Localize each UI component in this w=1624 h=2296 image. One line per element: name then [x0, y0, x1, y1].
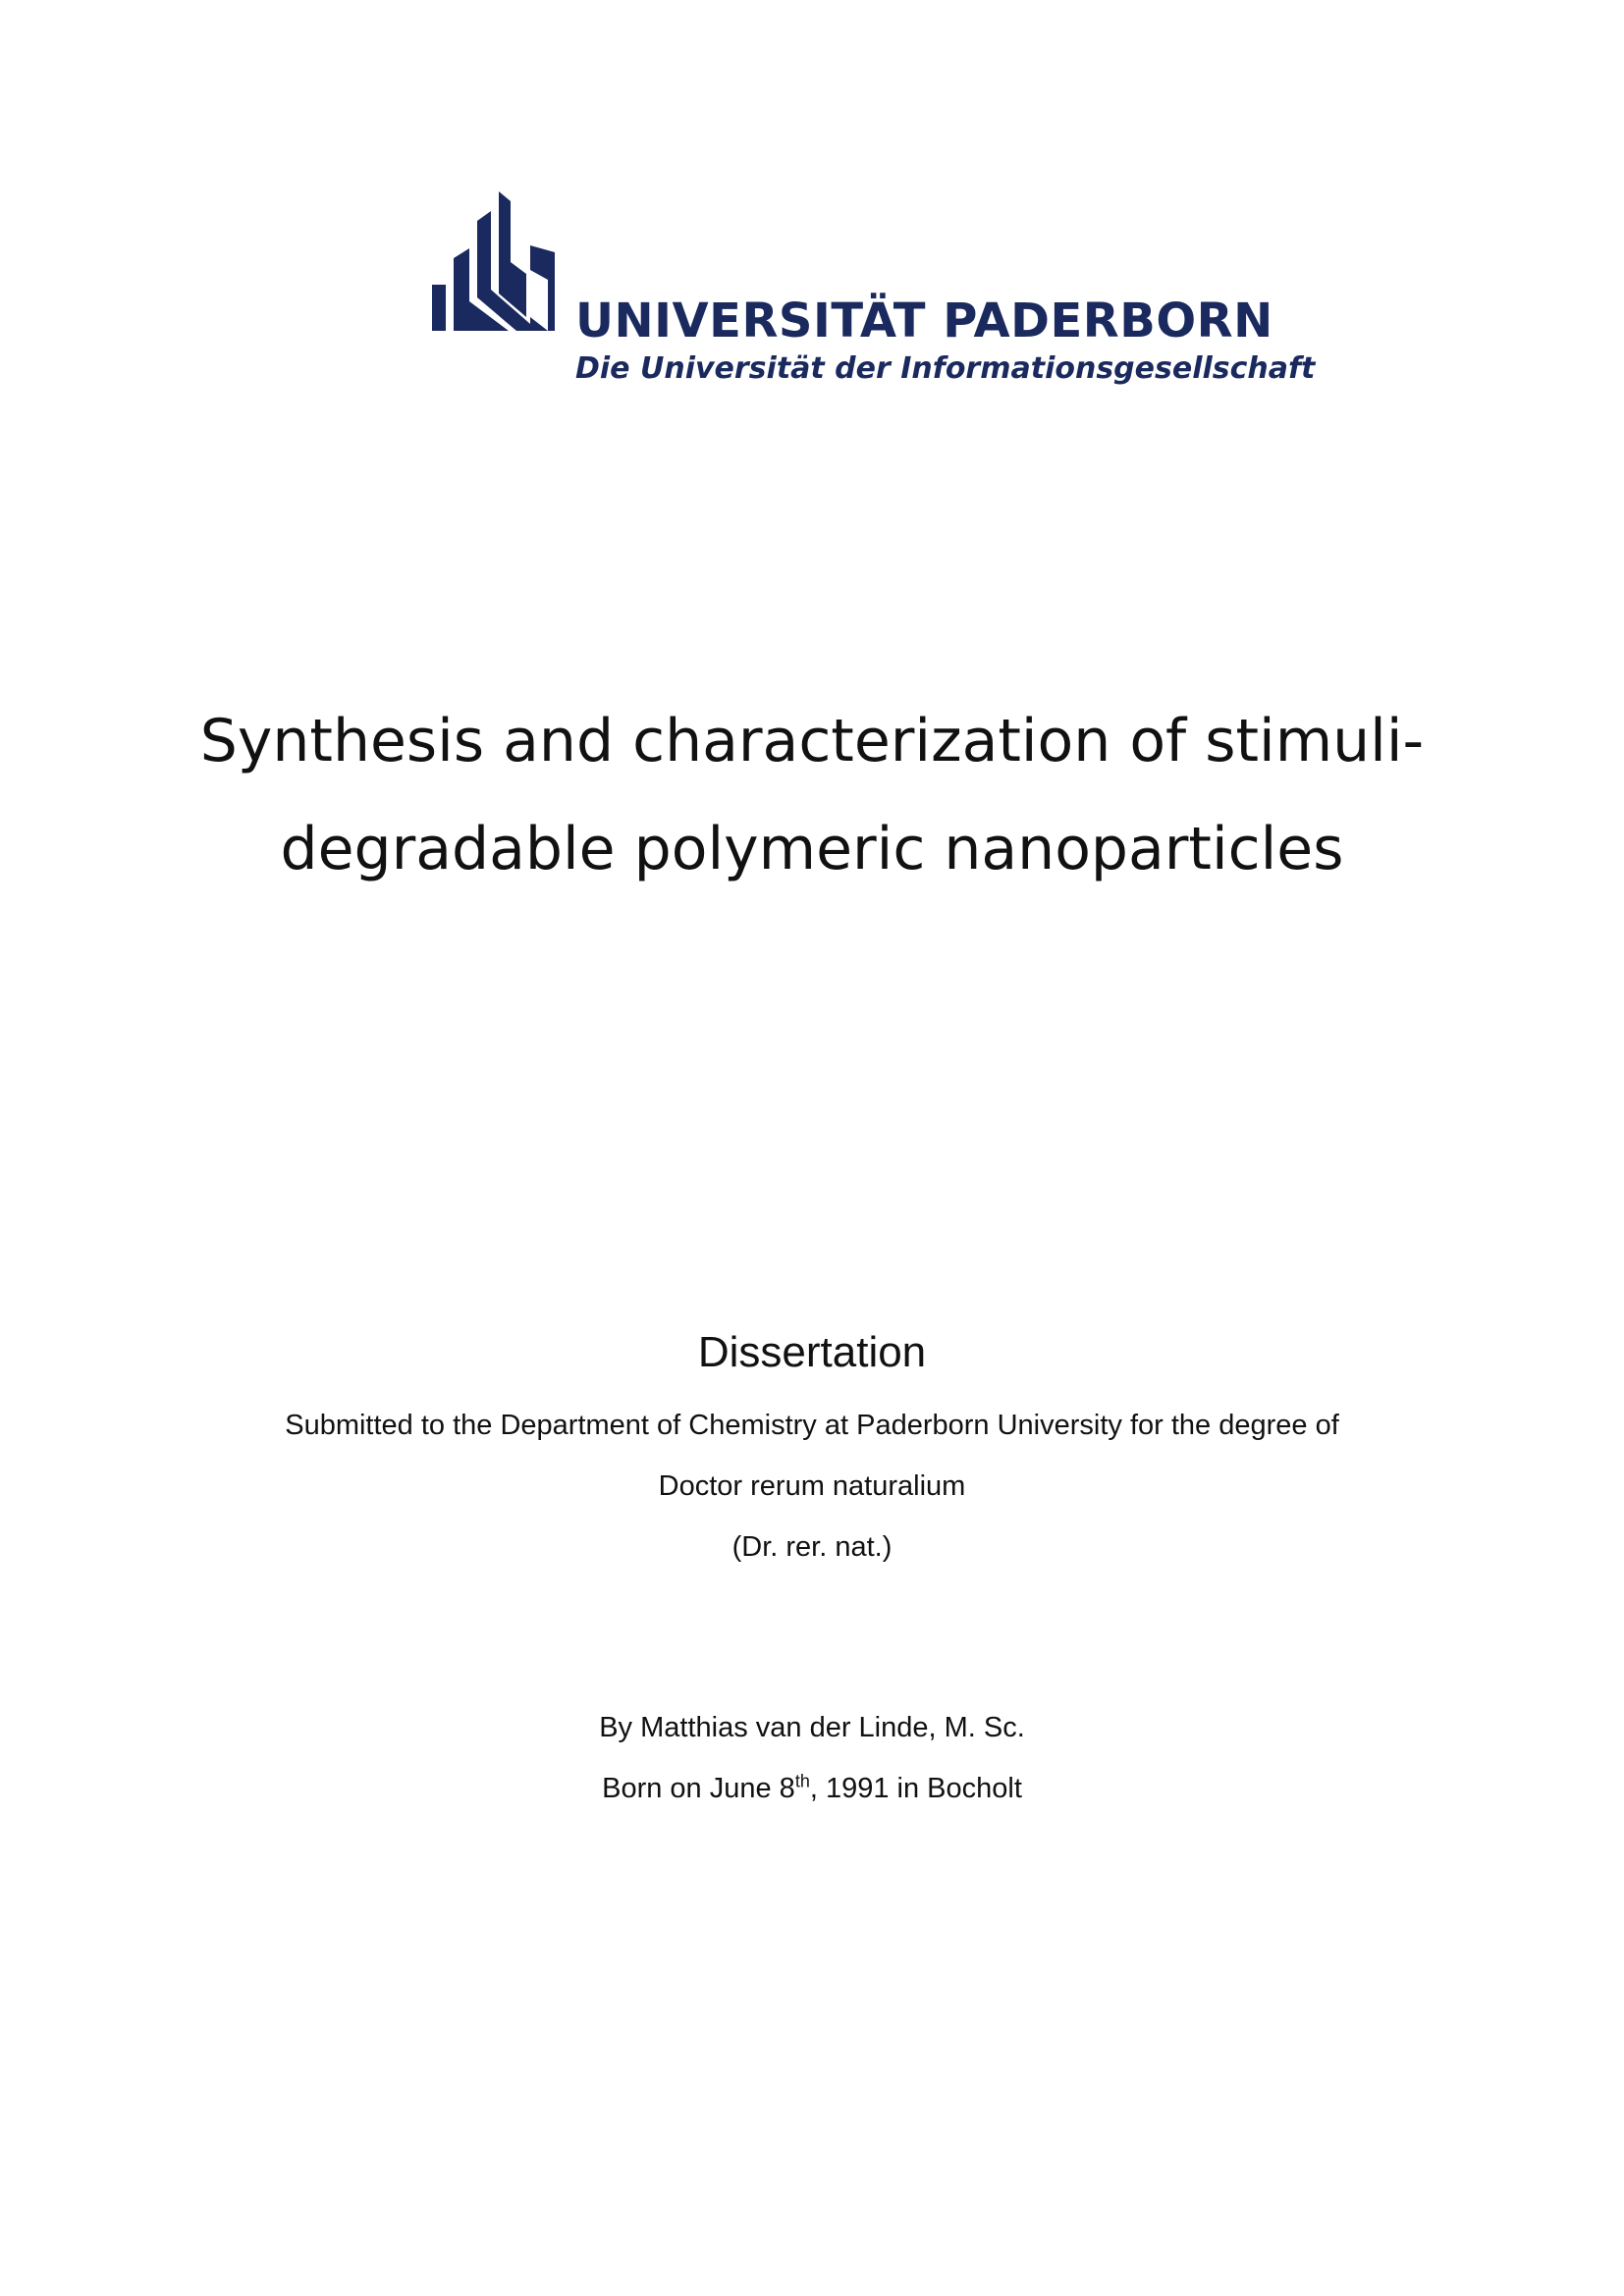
university-logo [432, 191, 1316, 398]
birth-date-suffix: , 1991 in Bocholt [809, 1773, 1022, 1804]
degree-abbreviation: (Dr. rer. nat.) [731, 1531, 893, 1563]
title-line-2: degradable polymeric nanoparticles [280, 815, 1344, 883]
university-name: UNIVERSITÄT PADERBORN [575, 294, 1273, 348]
author-byline: By Matthias van der Linde, M. Sc. [599, 1712, 1025, 1743]
submission-statement: Submitted to the Department of Chemistry at Paderborn University for the degree of [285, 1410, 1339, 1441]
dissertation-title [147, 687, 1477, 903]
birth-info [98, 1769, 1526, 1808]
title-line-1: Synthesis and characterization of stimuli- [199, 707, 1425, 775]
degree-name: Doctor rerum naturalium [658, 1470, 966, 1502]
document-type: Dissertation [697, 1328, 927, 1376]
university-tagline: Die Universität der Informationsgesellschaft [575, 351, 1316, 386]
paderborn-logo-mark-icon [432, 191, 555, 348]
birth-date-ordinal: th [794, 1771, 810, 1791]
birth-date-prefix: Born on June 8 [602, 1773, 795, 1804]
